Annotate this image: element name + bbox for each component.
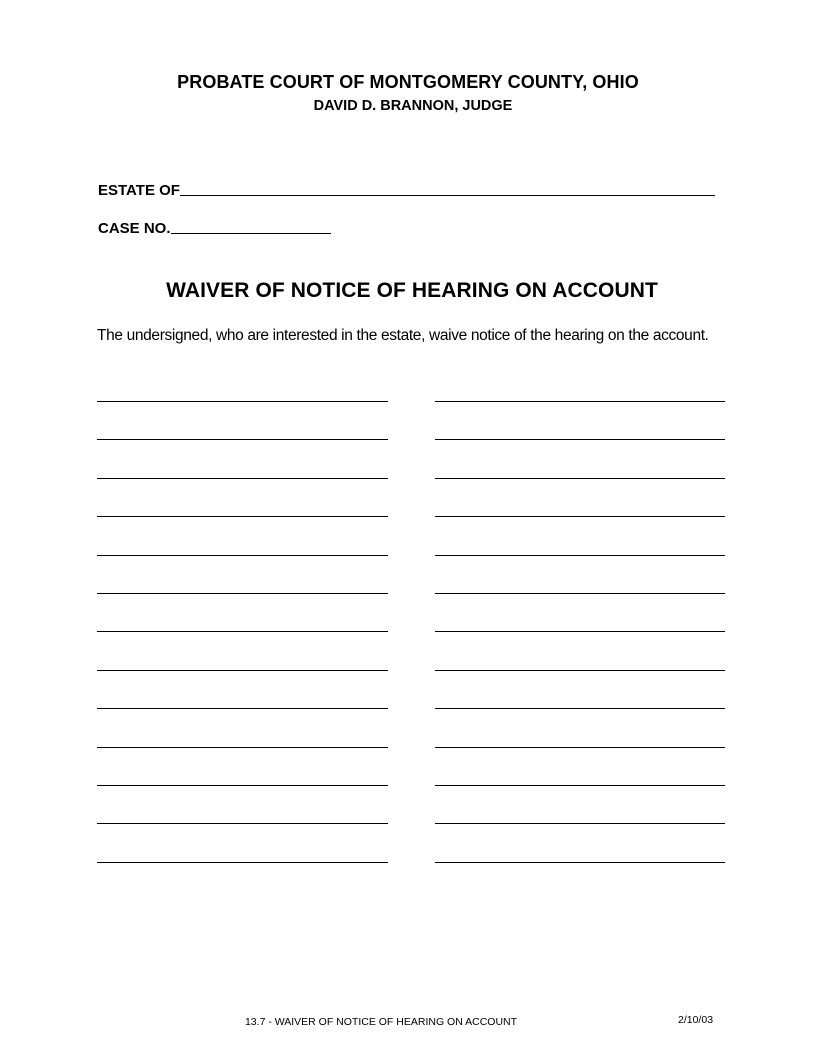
signature-line-left[interactable]	[97, 708, 388, 709]
signature-line-right[interactable]	[435, 478, 725, 479]
signature-line-right[interactable]	[435, 593, 725, 594]
footer-form-title: 13.7 - WAIVER OF NOTICE OF HEARING ON ACCOUNT	[244, 1016, 518, 1028]
form-title: WAIVER OF NOTICE OF HEARING ON ACCOUNT	[166, 279, 658, 302]
footer-date: 2/10/03	[678, 1014, 714, 1026]
estate-field	[98, 182, 715, 199]
signature-line-right[interactable]	[435, 401, 725, 402]
case-number-label: CASE NO.	[98, 220, 171, 237]
signature-line-left[interactable]	[97, 670, 388, 671]
signature-line-left[interactable]	[97, 516, 388, 517]
signature-line-left[interactable]	[97, 862, 388, 863]
estate-label: ESTATE OF	[98, 182, 180, 199]
signature-line-right[interactable]	[435, 708, 725, 709]
signature-line-left[interactable]	[97, 401, 388, 402]
waiver-statement: The undersigned, who are interested in the estate, waive notice of the hearing on the account.	[97, 327, 709, 344]
signature-line-left[interactable]	[97, 747, 388, 748]
signature-line-left[interactable]	[97, 823, 388, 824]
estate-input-line[interactable]	[180, 195, 715, 196]
signature-line-left[interactable]	[97, 785, 388, 786]
signature-line-left[interactable]	[97, 555, 388, 556]
court-name: PROBATE COURT OF MONTGOMERY COUNTY, OHIO	[177, 72, 639, 92]
signature-line-right[interactable]	[435, 823, 725, 824]
signature-line-left[interactable]	[97, 478, 388, 479]
signature-line-right[interactable]	[435, 555, 725, 556]
signature-line-right[interactable]	[435, 747, 725, 748]
case-number-field	[98, 220, 331, 237]
signature-line-right[interactable]	[435, 670, 725, 671]
signature-line-right[interactable]	[435, 785, 725, 786]
signature-line-right[interactable]	[435, 516, 725, 517]
signature-line-left[interactable]	[97, 631, 388, 632]
signature-line-right[interactable]	[435, 631, 725, 632]
case-number-input-line[interactable]	[171, 233, 331, 234]
signature-line-left[interactable]	[97, 439, 388, 440]
signature-line-right[interactable]	[435, 439, 725, 440]
judge-name: DAVID D. BRANNON, JUDGE	[313, 98, 513, 114]
signature-line-right[interactable]	[435, 862, 725, 863]
signature-line-left[interactable]	[97, 593, 388, 594]
